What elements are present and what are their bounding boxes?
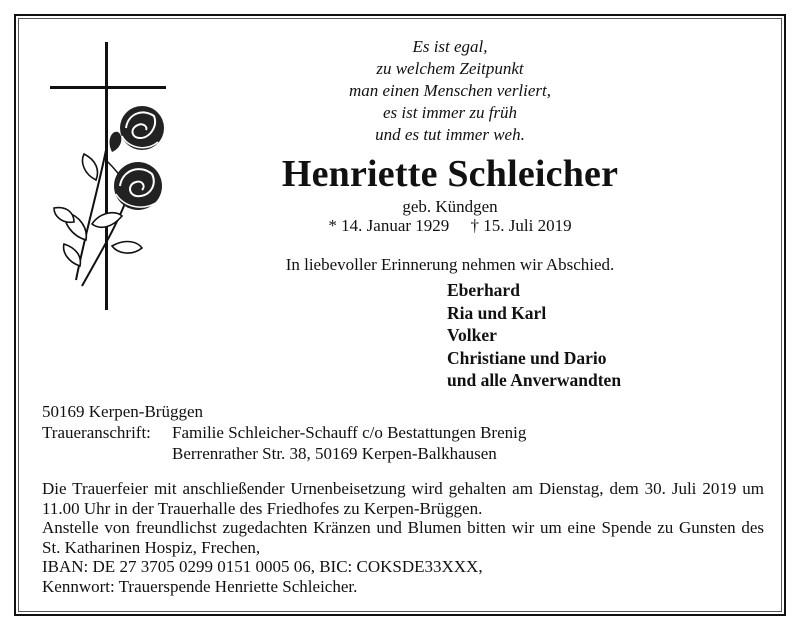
life-dates: * 14. Januar 1929 † 15. Juli 2019 [328,216,572,235]
mourner-name: Ria und Karl [447,302,547,323]
birth-name: geb. Kündgen [402,197,498,216]
donation-keyword: Kennwort: Trauerspende Henriette Schleicher. [42,576,358,596]
funeral-service-text: Die Trauerfeier mit anschließender Urnenbeisetzung wird gehalten am Dienstag, dem 30. Juli 2019 um 11.00 Uhr in der Trauerhalle des Friedhofes zu Kerpen-Brüggen. [42,479,764,518]
mourner-name: Volker [447,325,497,345]
poem-line: Es ist egal, [412,37,488,56]
mourning-address [42,401,526,464]
poem-line: zu welchem Zeitpunkt [376,59,524,78]
memorial-poem [300,36,600,146]
poem-line: und es tut immer weh. [375,125,525,144]
service-details [42,479,764,596]
mourner-name: und alle Anverwandten [447,370,622,390]
mourners-list [447,279,621,392]
deceased-name: Henriette Schleicher [281,153,619,195]
address-label: Traueranschrift: [42,423,151,442]
address-city-line: 50169 Kerpen-Brüggen [42,402,203,421]
donation-request-text: Anstelle von freundlichst zugedachten Kränzen und Blumen bitten wir um eine Spende zu Gunsten des St. Katharinen Hospiz, Frechen, [42,518,764,557]
address-line-2: Berrenrather Str. 38, 50169 Kerpen-Balkhausen [172,444,497,463]
mourner-name: Christiane und Dario [447,347,607,368]
poem-line: man einen Menschen verliert, [348,81,552,100]
address-line-1: Familie Schleicher-Schauff c/o Bestattungen Brenig [172,423,527,442]
bank-details: IBAN: DE 27 3705 0299 0151 0005 06, BIC: COKSDE33XXX, [42,557,483,576]
cross-with-roses-icon [46,40,176,322]
poem-line: es ist immer zu früh [382,103,518,122]
mourner-name: Eberhard [447,280,520,300]
farewell-text: In liebevoller Erinnerung nehmen wir Abschied. [285,255,615,274]
